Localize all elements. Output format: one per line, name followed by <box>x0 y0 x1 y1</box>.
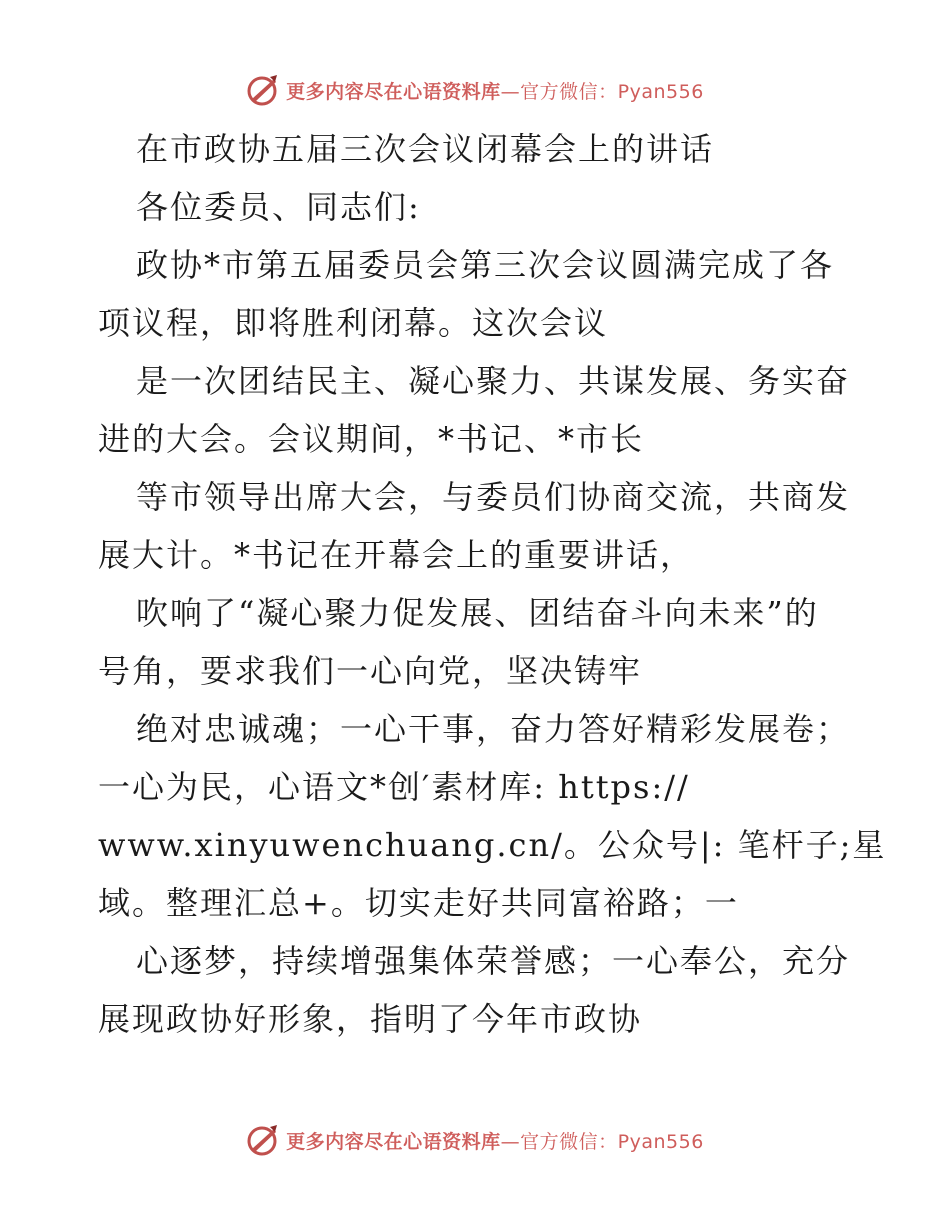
text-line: www.xinyuwenchuang.cn/。公众号|: 笔杆子;星 <box>98 826 887 864</box>
watermark-main: 更多内容尽在心语资料库 <box>286 80 501 103</box>
watermark-text <box>286 77 704 104</box>
text-line: 进的大会。会议期间，*书记、*市长 <box>98 420 645 458</box>
quill-logo-icon <box>246 1123 280 1157</box>
watermark-wechat: 官方微信：Pyan556 <box>520 80 704 103</box>
watermark-text <box>286 1127 704 1154</box>
document-title: 在市政协五届三次会议闭幕会上的讲话 <box>136 130 715 168</box>
text-line: 一心为民，心语文*创′素材库: https:// <box>98 768 690 806</box>
header-watermark <box>0 70 950 110</box>
document-body <box>98 120 887 1048</box>
text-line: 域。整理汇总+。切实走好共同富裕路；一 <box>98 884 739 922</box>
text-line: 心逐梦，持续增强集体荣誉感；一心奉公，充分 <box>136 942 851 980</box>
text-line: 等市领导出席大会，与委员们协商交流，共商发 <box>136 478 851 516</box>
watermark-main: 更多内容尽在心语资料库 <box>286 1130 501 1153</box>
text-line: 是一次团结民主、凝心聚力、共谋发展、务实奋 <box>136 362 851 400</box>
text-line: 政协*市第五届委员会第三次会议圆满完成了各 <box>136 246 835 284</box>
footer-watermark <box>0 1120 950 1160</box>
text-line: 展大计。*书记在开幕会上的重要讲话， <box>98 536 695 574</box>
text-line: 吹响了“凝心聚力促发展、团结奋斗向未来”的 <box>136 594 819 632</box>
watermark-group <box>246 1123 704 1157</box>
text-line: 项议程，即将胜利闭幕。这次会议 <box>98 304 609 342</box>
watermark-group <box>246 73 704 107</box>
text-line: 展现政协好形象，指明了今年市政协 <box>98 1000 643 1038</box>
quill-logo-icon <box>246 73 280 107</box>
text-line: 绝对忠诚魂；一心干事，奋力答好精彩发展卷； <box>136 710 851 748</box>
watermark-separator: — <box>500 1130 521 1153</box>
watermark-wechat: 官方微信：Pyan556 <box>520 1130 704 1153</box>
salutation: 各位委员、同志们: <box>136 188 421 226</box>
text-line: 号角，要求我们一心向党，坚决铸牢 <box>98 652 643 690</box>
watermark-separator: — <box>500 80 521 103</box>
